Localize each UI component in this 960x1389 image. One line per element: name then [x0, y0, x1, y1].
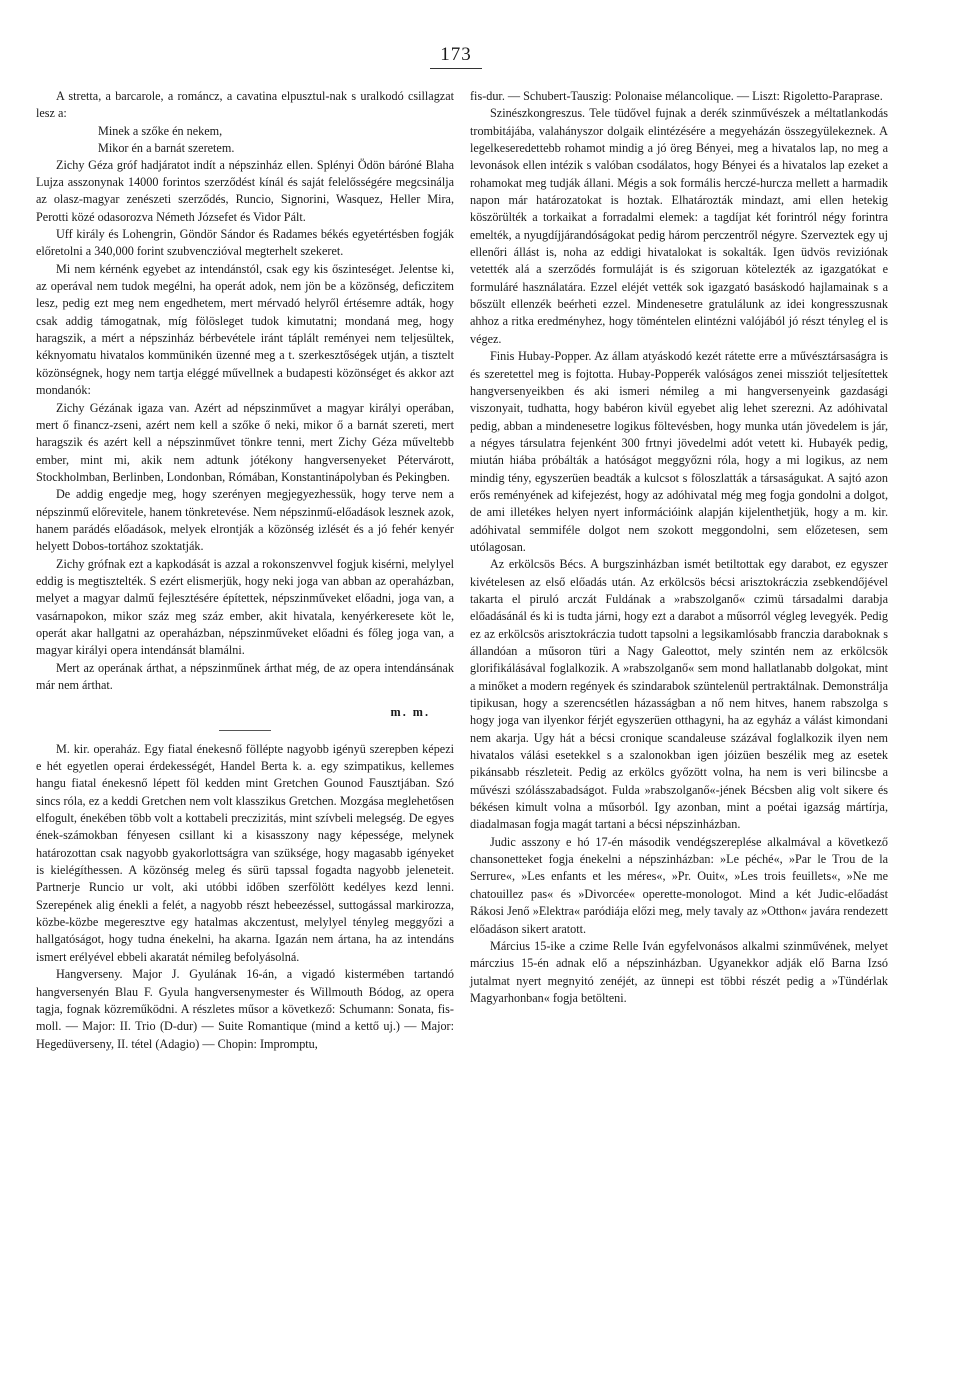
paragraph: Zichy grófnak ezt a kapkodását is azzal a rokonszenvvel fogjuk kisérni, melylyel eddig is megtisztelték. S ezért elismerjük, hogy neki joga van abban az operaházban, melyet a magyar dalmű fejlesztésére építettek, népszinműveket előadni, joga van, a vasárnapokon, mikor száz meg száz ember, akit hivatala, kenyérkeresete köt le, operát akar hallgatni az operaházban, népszinműveket előadni és főleg joga van, a magyar királyi opera intendánsát blamálni. [36, 556, 454, 658]
section-divider [219, 730, 271, 731]
paragraph: Zichy Gézának igaza van. Azért ad népszinművet a magyar királyi operában, mert ő financz-zseni, azért nem kell a szőke ő neki, mikor ő a barnát szereti, mert haragszik és azért kell a népszinművet tönkre tenni, mert Zichy Géza műveltebb ember, mint mi, akik nem adtunk jótékony hangversenyeket Pétervárott, Stockholmban, Berlinben, Londonban, Rómában, Konstantinápolyban és Pekingben. [36, 400, 454, 484]
right-column [470, 88, 888, 1007]
paragraph-erkolcsos-becs: Az erkölcsös Bécs. A burgszinházban ismét betiltottak egy darabot, ez egyszer kivételesen az első előadás után. Az erkölcsös bécsi arisztokráczia zsebkendőjével takarta el piruló arczát Fuldának a »rabszolganő« czimü társadalmi darabja előadásánál és ki is tudta járni, hogy ezt a darabot a műsorról végleg levegyék. Pedig ez az erkölcsös arisztokráczia tudott tapsolni a legsikamlósabb franczia daraboknak s állandóan a műsoron türi a Nagy Galeottot, mely szintén nem az erkölcsök glorifikálásával foglalkozik. A »rabszolganő« sem mond hallatlanabb dolgokat, mint a minőket a modern regények és szindarabok szüntelenül pertraktálnak. Demonstrálja tipikusan, hogy a szerencsétlen házasságban a nő nem hitves, hanem rabszolga s hogy joga van ilyenkor férjét egyszerüen otthagyni, ha az egyház a válást kimondani nem akarja. Ugy hát a bécsi cronique scandaleuse százával foglalkozik ilyen nem hivatalos válási esetekkel s a szalonokban igen jóizüen beszélik meg az esetek pikánsabb részleteit. Pedig az erkölcs győzött volna, ha nem is veri bilincsbe a művészi szólásszabadságot. Fulda »rabszolganő«-jének Bécsben alig volt sikere és békésen kimult volna a műsorból. Igy azonban, mint a poétai igazság mártírja, diadalmasan fogja magát tartani a bécsi népszinházban. [470, 557, 888, 832]
paragraph: fis-dur. — Schubert-Tauszig: Polonaise mélancolique. — Liszt: Rigoletto-Paraprase. [470, 89, 883, 103]
paragraph: A stretta, a barcarole, a románcz, a cavatina elpusztul-nak s uralkodó csillagzat lesz a: [36, 89, 454, 121]
page-number: 173 [440, 44, 472, 65]
paragraph-szineszkongreszus: Szinészkongreszus. Tele tüdővel fujnak a derék szinművészek a méltatlankodás trombitájába, valahányszor dolgaik elintézésére a megyeházán összegyülekeznek. A legelkeseredettebb rohamot mindig a jó öreg Bényei, meg a hivatalos lap, no meg a levonások ellen intézik s valóban csodálatos, hogy Bényei és a hivatalos lap ezeket a rohamokat meg tudják állani. Mégis a sok formális herczé-hurcza mellett a harmadik napon már határozatokat is hoztak. Elhatározták mindazt, ami ellen hetekig köszörülték a torkaikat a forradalmi elemek: a tagdíjat két forintról négy forintra emelték, a nyugdíjjárandóságokat pedig három perczentről négyre. Szerveztek egy uj ellenőri állást is, noha az eddigi hivatalokat is sokalták. Igen üdvös reviziónak vetették alá a szerződés formuláját is és szigoruan kötelezték az igazgatókat e formuláré használatára. Ezzel eléjét vették sok igazgató basáskodó hajlamainak s a bőszült ellenzék beérheti ezzel. Mindenesetre gratulálunk az idei kongresszusnak ahhoz a ritka eredményhez, hogy töméntelen elintézni valójából jó részt tényleg el is végez. [470, 106, 888, 346]
paragraph: Zichy Géza gróf hadjáratot indít a népszinház ellen. Splényi Ödön báróné Blaha Lujza asszonynak 14000 forintos szerződést kínál és saját felelősségére megcsinálja az olasz-magyar zenészeti szerződés, Runcio, Signorini, Wasquez, Heller Mira, Perotti közé odasorozva Németh Józsefet és Vidor Pált. [36, 157, 454, 224]
paragraph-operahaz: M. kir. operaház. Egy fiatal énekesnő föllépte nagyobb igényü szerepben képezi e hét egyetlen operai érdekességét, Handel Berta k. a. egy szimpatikus, kellemes hangu fiatal énekesnő lépett föl kedden mint Gretchen Gounod Fausztjában. Szó sincs róla, ez a keddi Gretchen nem volt klasszikus Gretchen. Mozgása meglehetősen elfogult, énekében több volt a kottabeli preczizitás, mint szívbeli melegség. De egyes ének-számokban fényesen csillant ki a kisasszony nagy képessége, melynek határozottan csak nagyobb gyakorlottságra van szüksége, hogy magasabb igényeket is kielégíthessen. A közönség meleg és sürü tapssal fogadta nagyobb jeleneteit. Partnerje Runcio ur volt, aki utóbbi időben szerfölött kedélyes kezd lenni. Szerepének alig énekli a felét, a nagyobb részt hebeezéssel, suttogással markirozza, közbe-közbe megeresztve egy hatalmas akczentust, melylyel tényleg meggyőzi a hallgatóságot, hogy tudna énekelni, ha akarna. Igazán nem ártana, ha az intendáns ismert erélyével ebbeli akaratát némileg befolyásolná. [36, 741, 454, 964]
paragraph: Mert az operának árthat, a népszinműnek árthat még, de az opera intendánsának már nem árthat. [36, 660, 454, 692]
verse-line: Minek a szőke én nekem, [98, 123, 223, 138]
paragraph-judic: Judic asszony e hó 17-én második vendégszereplése alkalmával a következő chansonetteket fogja énekelni a népszinházban: »Le péché«, »Par le Trou de la Serrure«, »Les enfants et les méres«, »Pr. Ouit«, »Les trois feuillets«, »Ne me chatouillez pas« és »Divorcée« operette-monologot. Mind a két Judic-előadást Rákosi Jenő »Elektra« paródiája előzi meg, mely tavaly az »Otthon« javára rendezett előadáson sikert aratott. [470, 834, 888, 936]
paragraph-hangverseny: Hangverseny. Major J. Gyulának 16-án, a vigadó kistermében tartandó hangversenyén Blau F. Gyula hangversenymester és Willmouth Bódog, az opera tagja, fognak közreműködni. A részletes műsor a következő: Schumann: Sonata, fis-moll. — Major: II. Trio (D-dur) — Suite Romantique (mind a kettő uj.) — Major: Hegedüverseny, II. tétel (Adagio) — Chopin: Impromptu, [36, 967, 454, 1051]
author-signature: m. m. [390, 705, 430, 720]
paragraph-marcius-15: Március 15-ike a czime Relle Iván egyfelvonásos alkalmi szinművének, melyet márczius 15-én adnak elő a népszinházban. Ugyanekkor adják elő Barna Izsó jutalmat nyert megnyitó zenéjét, az ünnepi est többi részét pedig a »Tündérlak Magyarhonban« fogja betölteni. [470, 938, 888, 1005]
verse-line: Mikor én a barnát szeretem. [98, 140, 235, 155]
verse-quote [98, 123, 454, 157]
page-number-rule [430, 68, 482, 69]
paragraph: Mi nem kérnénk egyebet az intendánstól, csak egy kis őszinteséget. Jelentse ki, az operával nem tudok megélni, ha operát adok, nem jön be a közönség, deficzitem lesz, pedig ezt meg nem engedhetem, mert mérvadó helyről értésemre adták, hogy csak addig támogatnak, míg fölösleget tudok kimutatni; mondaná meg, hogy haragszik, a mért a népszinház bérbevétele iránt táplált reményei nem teljesültek, kéknyomatu hivatalos kommünikén üzenné meg a t. szerkesztőségek utján, a tisztelt közönségnek, hogy nem tartja eléggé művellnek a budapesti közönséget és akkor azt mondanók: [36, 261, 454, 398]
left-column [36, 88, 454, 1053]
paragraph: Uff király és Lohengrin, Göndör Sándor és Radames békés egyetértésben fogják előretolni a 340,000 forint szubvenczióval megterhelt szekeret. [36, 227, 454, 259]
paragraph: De addig engedje meg, hogy szerényen megjegyezhessük, hogy terve nem a népszinmű előrevitele, hanem tönkretevése. Nem népszinmű-előadások lesznek azok, hanem parádés előadások, melyek elrontják a közönség izlését és a jó fehér kenyér helyett Dobos-tortához szoktatják. [36, 487, 454, 554]
paragraph-hubay-popper: Finis Hubay-Popper. Az állam atyáskodó kezét rátette erre a művésztársaságra is és szeretettel meg is fojtotta. Hubay-Popperék valóságos zenei missziót teljesítettek hangversenyeikben és aki ismeri némileg a mi hangversenyeink gazdasági viszonyait, tudhatta, hogy babéron kivül egyebet alig lehet szerezni. Az adóhivatal pedig, abban a mindenesetre logikus föltevésben, hogy munka után jövedelem is jár, a négyes társulatra fejenként 300 frtnyi jövedelmi adót vetett ki. Hubayék pedig, miután hiába próbálták a hatóságot meggyőzni róla, hogy a mi logikus, az nem mindig tény, egyszerüen beadták a kulcsot s föloszlatták a társaságukat. A sajtó azon erős reményének ad kifejezést, hogy az adóhivatal még meg fogja gondolni a dolgot, de ami illetékes helyen nyert információink alapján kijelenthetjük, hogy a m. kir. adóhivatal semmiféle dolgot nem szokott meggondolni, sem előzetesen, sem utólagosan. [470, 349, 888, 554]
